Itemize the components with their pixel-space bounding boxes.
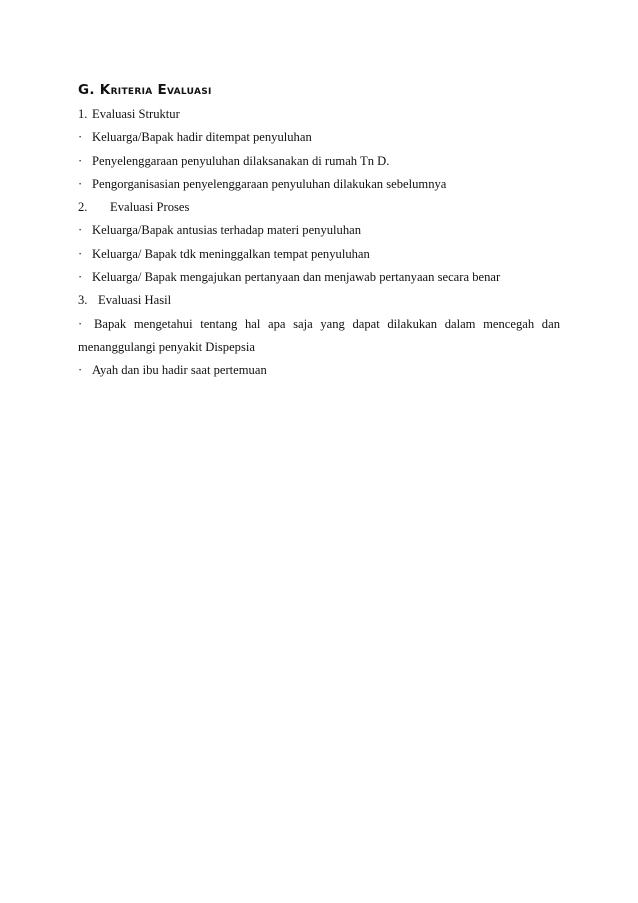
subsection-title (78, 289, 560, 312)
subsection-label: Evaluasi Hasil (98, 293, 172, 308)
list-item-text: Keluarga/ Bapak mengajukan pertanyaan dan menjawab pertanyaan secara benar (92, 270, 501, 285)
document-content (78, 80, 560, 383)
bullet-icon: · (78, 130, 83, 145)
list-item (78, 126, 560, 149)
bullet-icon: · (78, 363, 83, 378)
subsection-number: 2. (78, 200, 88, 215)
list-item (78, 313, 560, 360)
bullet-icon: · (78, 153, 83, 168)
bullet-icon: · (78, 316, 83, 331)
list-item-text: Keluarga/Bapak antusias terhadap materi penyuluhan (92, 223, 362, 238)
subsection-title (78, 196, 560, 219)
list-item-text: Keluarga/ Bapak tdk meninggalkan tempat penyuluhan (92, 246, 370, 261)
list-item (78, 266, 560, 289)
list-item-text: Ayah dan ibu hadir saat pertemuan (92, 363, 267, 378)
subsection-label: Evaluasi Struktur (92, 107, 180, 121)
list-item-text: Pengorganisasian penyelenggaraan penyuluhan dilakukan sebelumnya (92, 176, 447, 191)
bullet-icon: · (78, 176, 83, 191)
list-item (78, 173, 560, 196)
list-item (78, 243, 560, 266)
list-item-text: Penyelenggaraan penyuluhan dilaksanakan di rumah Tn D. (92, 153, 390, 168)
bullet-icon: · (78, 246, 83, 261)
bullet-icon: · (78, 270, 83, 285)
list-item (78, 359, 560, 382)
bullet-icon: · (78, 223, 83, 238)
list-item (78, 150, 560, 173)
list-item-text: Keluarga/Bapak hadir ditempat penyuluhan (92, 130, 312, 145)
subsection-title (78, 103, 560, 126)
subsection-label: Evaluasi Proses (110, 200, 190, 215)
section-heading: G. Kriteria Evaluasi (78, 82, 212, 98)
subsection-number: 3. (78, 293, 88, 308)
list-item (78, 219, 560, 242)
subsection-number: 1. (78, 107, 88, 121)
list-item-text: Bapak mengetahui tentang hal apa saja yang dapat dilakukan dalam mencegah dan menanggulangi penyakit Dispepsia (78, 316, 560, 354)
